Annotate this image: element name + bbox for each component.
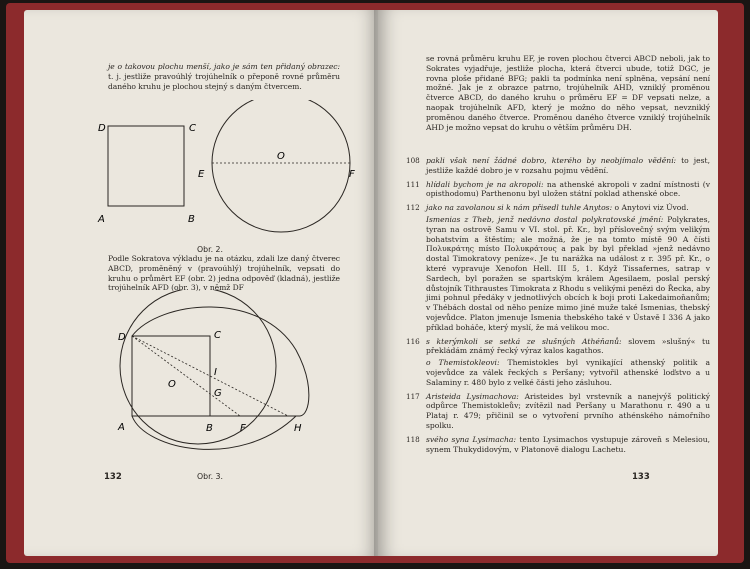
note-number: 117 (406, 391, 420, 401)
intro-rest: t. j. jestliže pravoúhlý trojúhelník o přeponě rovné průměru daného kruhu je plochou stejný s daným čtvercem. (108, 71, 340, 91)
fig2-label-a: A (98, 214, 105, 225)
note-sub (426, 358, 710, 387)
note-108 (406, 156, 710, 176)
note-text: Aristeides byl vrstevník a nanejvýš politický odpůrce Themistokleův; zvítězil nad Peršany u Marathonu r. 490 a u Plataj r. 479; přičinil se o vytvoření prvního athénského námořního spolku. (426, 391, 710, 430)
note-text: tento Lysimachos vystupuje zároveň s Melesiou, synem Thukydidovým, v Platonově dialogu Lachetu. (426, 434, 710, 454)
fig3-label-b: B (206, 423, 213, 434)
note-sub-lead: Ismenias z Theb, jenž nedávno dostal polykratovské jmění: (426, 214, 664, 224)
note-lead: s kterýmkoli se setká ze slušných Athéňanů: (426, 336, 622, 346)
fig2-caption: Obr. 2. (197, 245, 223, 254)
middle-paragraph: Podle Sokratova výkladu je na otázku, zdali lze daný čtverec ABCD, proměněný v (pravoúhlý) trojúhelník, vepsati do kruhu o průměrt EF (obr. 2) jedna odpověď (kladná), jestliže trojúhelník AFD (obr. 3), v němž DF (108, 254, 340, 293)
fig3-label-f: F (240, 423, 246, 434)
note-116 (406, 337, 710, 388)
figure-3 (100, 290, 340, 470)
right-page (378, 10, 718, 556)
note-number: 108 (406, 156, 420, 165)
fig2-label-b: B (188, 214, 195, 225)
note-text: slovem »slušný« tu překládám známý řecký výraz kalos kagathos. (426, 336, 711, 356)
fig3-label-a: A (118, 422, 125, 433)
note-number: 118 (406, 434, 420, 444)
note-112 (406, 203, 710, 332)
fig3-label-c: C (214, 330, 221, 341)
note-lead: svého syna Lysimacha: (426, 434, 517, 444)
note-text: o Anytovi viz Úvod. (612, 203, 689, 213)
fig2-label-d: D (98, 123, 106, 134)
note-lead: hlídali bychom je na akropoli: (426, 179, 544, 189)
fig3-label-i: I (214, 367, 217, 378)
note-117 (406, 392, 710, 431)
fig3-label-h: H (294, 423, 302, 434)
note-text: na athenské akropoli v zadní místnosti (v opisthodomu) Parthenonu byl uložen státní poklad athenské obce. (426, 179, 710, 199)
left-page-number: 132 (104, 472, 122, 482)
note-text: to jest, jestliže každé dobro je v rozsahu pojmu vědění. (426, 156, 711, 175)
note-sub-lead: o Themistokleovi: (426, 358, 500, 368)
left-page (24, 10, 378, 556)
note-sub-text: Polykrates, tyran na ostrově Samu v VI. stol. př. Kr., byl příslovečný svým velikým bohatstvím a štěstím; ale možná, že je na tomto místě 90 A čísti Πολυκράτης místo Πολυκράτους a pak by byl překlad »jenž nedávno dostal Timokratovy peníze«. Je tu narážka na událost z r. 395 př. Kr., o které vypravuje Xenofon Hell. III 5, 1. Když Tissafernes, satrap v Sardech, byl poražen se spartským králem Agesilaem, poslal perský důstojník Tithraustes Timokrata z Rhodu s velikými penězi do Řecka, aby jimi pohnul předáky v jednotlivých obcích k boji proti Lakedaimoňanům; v Thébách dostal od něho peníze mimo jiné muže také Ismenias, thebský vojevůdce. Platon jmenuje Ismenia thebského také v Ústavě I 336 A jako příklad boháče, který myslí, že má velikou moc. (426, 214, 710, 332)
fig3-label-o: O (168, 379, 176, 390)
notes-list (406, 156, 710, 458)
note-111 (406, 180, 710, 200)
fig2-label-f: F (349, 169, 355, 180)
note-number: 116 (406, 336, 420, 346)
right-page-number: 133 (632, 472, 650, 482)
note-lead: Aristeida Lysimachova: (426, 391, 519, 401)
note-sub-text: Themistokles byl vynikající athenský politik a vojevůdce za válek řeckých s Peršany; vytvořil athenské loďstvo a u Salaminy r. 480 bylo z velké části jeho zásluhou. (426, 358, 710, 387)
fig3-label-d: D (118, 332, 126, 343)
intro-italic: je o takovou plochu menší, jako je sám ten přidaný obrazec: (108, 62, 340, 71)
note-lead: jako na zavolanou si k nám přisedl tuhle Anytos: (426, 203, 613, 213)
top-paragraph: se rovná průměru kruhu EF, je roven plochou čtverci ABCD neboli, jak to Sokrates vyjadřuje, jestliže plocha, která čtverci ubude, totiž DGC, je rovna ploše přidané BFG; pakli ta podmínka není splněna, vepsání není možné. Jak je z obrazce patrno, trojúhelník AHD, vzniklý proměnou čtverce ABCD, do daného kruhu o průměru EF = DF vepsati nelze, a naopak trojúhelník AFD, který je možno do něho vepsat, nevzniklý proměnou daného čtverce. Proměnou daného čtverce vzniklý trojúhelník AHD je možno vepsat do kruhu o větším průměru DH. (426, 54, 710, 132)
note-lead: pakli však není žádné dobro, kterého by neobjímalo vědění: (426, 156, 677, 165)
left-middle-text (108, 254, 340, 293)
fig2-label-o: O (277, 151, 285, 162)
fig3-caption: Obr. 3. (197, 472, 223, 481)
fig2-label-e: E (198, 169, 205, 180)
note-number: 112 (406, 203, 420, 213)
figure-2 (68, 100, 358, 240)
note-number: 111 (406, 179, 420, 189)
note-sub (426, 215, 710, 333)
fig3-label-g: G (214, 388, 222, 399)
right-top-text (426, 54, 710, 132)
left-intro-text (108, 62, 340, 91)
note-118 (406, 435, 710, 455)
fig2-label-c: C (189, 123, 196, 134)
